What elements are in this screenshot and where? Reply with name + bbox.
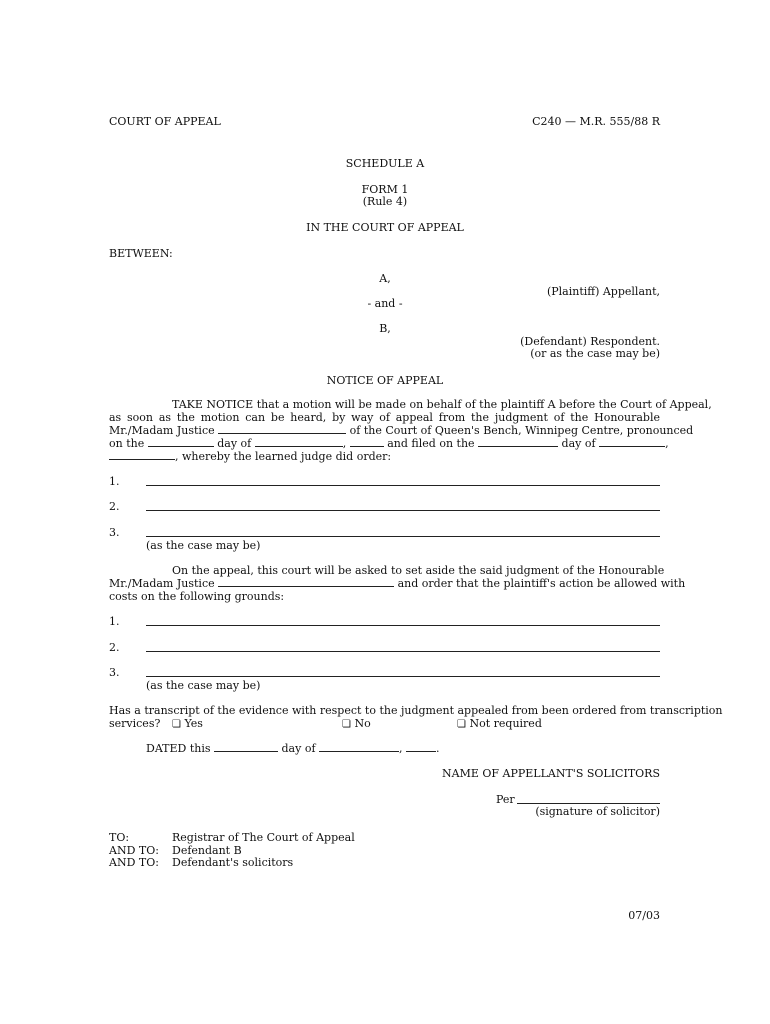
party-a-role: (Plaintiff) Appellant, [546,285,660,298]
pronounced-year-field[interactable] [350,437,384,447]
party-b-role: (Defendant) Respondent. [520,335,660,348]
list2-number-3: 3. [109,666,120,679]
dated-day-field[interactable] [214,742,278,752]
filed-day-of-label: day of [561,437,596,450]
court-title: IN THE COURT OF APPEAL [306,221,464,234]
recipient-value-3: Defendant's solicitors [172,856,294,869]
para1-line4 [109,437,669,450]
recipient-label-1: TO: [109,831,130,844]
para2-line3: costs on the following grounds: [109,590,285,603]
recipient-value-2: Defendant B [172,844,242,857]
order-line-3[interactable] [146,536,660,537]
rule-label: (Rule 4) [362,195,408,208]
ground-line-3[interactable] [146,676,660,677]
para1-court-text: of the Court of Queen's Bench, Winnipeg Centre, pronounced [349,424,694,437]
para2-justice-label: Mr./Madam Justice [109,577,215,590]
para2-line1: On the appeal, this court will be asked to set aside the said judgment of the Honourable [172,564,665,577]
list1-number-3: 3. [109,526,120,539]
filed-month-field[interactable] [599,437,665,447]
case-note-1: (as the case may be) [146,539,261,552]
party-b-note: (or as the case may be) [530,347,660,360]
list1-number-2: 2. [109,500,120,513]
between-label: BETWEEN: [109,247,173,260]
case-note-2: (as the case may be) [146,679,261,692]
filed-on-label: and filed on the [387,437,475,450]
pronounced-month-field[interactable] [255,437,343,447]
on-the-label: on the [109,437,145,450]
para1-line2: as soon as the motion can be heard, by way of appeal from the judgment of the Honourable [109,411,660,424]
notice-title: NOTICE OF APPEAL [326,374,444,387]
transcript-services-label: services? [109,717,161,730]
dated-label: DATED this [146,742,211,755]
transcript-no-option[interactable] [342,717,371,730]
para1-justice-label: Mr./Madam Justice [109,424,215,437]
ground-line-2[interactable] [146,651,660,652]
list2-number-2: 2. [109,641,120,654]
para1-line3 [109,424,694,437]
form-code: C240 — M.R. 555/88 R [532,115,660,128]
list1-number-1: 1. [109,475,120,488]
justice-name-field[interactable] [218,424,346,434]
court-header-left: COURT OF APPEAL [109,115,221,128]
day-of-label: day of [217,437,252,450]
period: . [436,742,440,755]
yes-label: Yes [184,717,203,730]
comma: , [399,742,403,755]
revision-date: 07/03 [628,909,660,922]
para2-order-text: and order that the plaintiff's action be allowed with [397,577,686,590]
not-required-label: Not required [469,717,542,730]
comma: , [665,437,669,450]
filed-year-field[interactable] [109,450,175,460]
solicitors-title: NAME OF APPELLANT'S SOLICITORS [442,767,660,780]
order-line-1[interactable] [146,485,660,486]
and-separator: - and - [367,297,403,310]
form-title: FORM 1 [361,183,409,196]
signature-caption: (signature of solicitor) [535,805,660,818]
appeal-justice-field[interactable] [218,577,394,587]
party-a: A, [379,272,391,285]
dated-month-field[interactable] [319,742,399,752]
pronounced-day-field[interactable] [148,437,214,447]
recipient-label-2: AND TO: [109,844,159,857]
order-text: , whereby the learned judge did order: [175,450,392,463]
party-b: B, [379,322,391,335]
schedule-title: SCHEDULE A [345,157,425,170]
para2-line2 [109,577,686,590]
transcript-question [109,704,723,717]
checkbox-icon[interactable]: ❏ [457,719,466,730]
filed-day-field[interactable] [478,437,558,447]
ground-line-1[interactable] [146,625,660,626]
checkbox-icon[interactable]: ❏ [342,719,351,730]
dated-day-of-label: day of [281,742,316,755]
dated-line [146,742,440,755]
appeal-paragraph [109,564,686,603]
transcript-yes-option[interactable] [172,717,203,730]
no-label: No [354,717,371,730]
transcript-not-required-option[interactable] [457,717,542,730]
signature-field[interactable] [517,803,660,804]
comma: , [342,437,347,450]
recipient-label-3: AND TO: [109,856,159,869]
per-label: Per [496,793,515,806]
dated-year-field[interactable] [406,742,436,752]
transcript-line1: Has a transcript of the evidence with respect to the judgment appealed from been ordered from transcription [109,704,723,717]
checkbox-icon[interactable]: ❏ [172,719,181,730]
list2-number-1: 1. [109,615,120,628]
order-line-2[interactable] [146,510,660,511]
para1-line5 [109,450,660,463]
notice-paragraph [109,398,712,463]
recipient-value-1: Registrar of The Court of Appeal [172,831,355,844]
para1-line1: TAKE NOTICE that a motion will be made on behalf of the plaintiff A before the Court of Appeal, [172,398,712,411]
